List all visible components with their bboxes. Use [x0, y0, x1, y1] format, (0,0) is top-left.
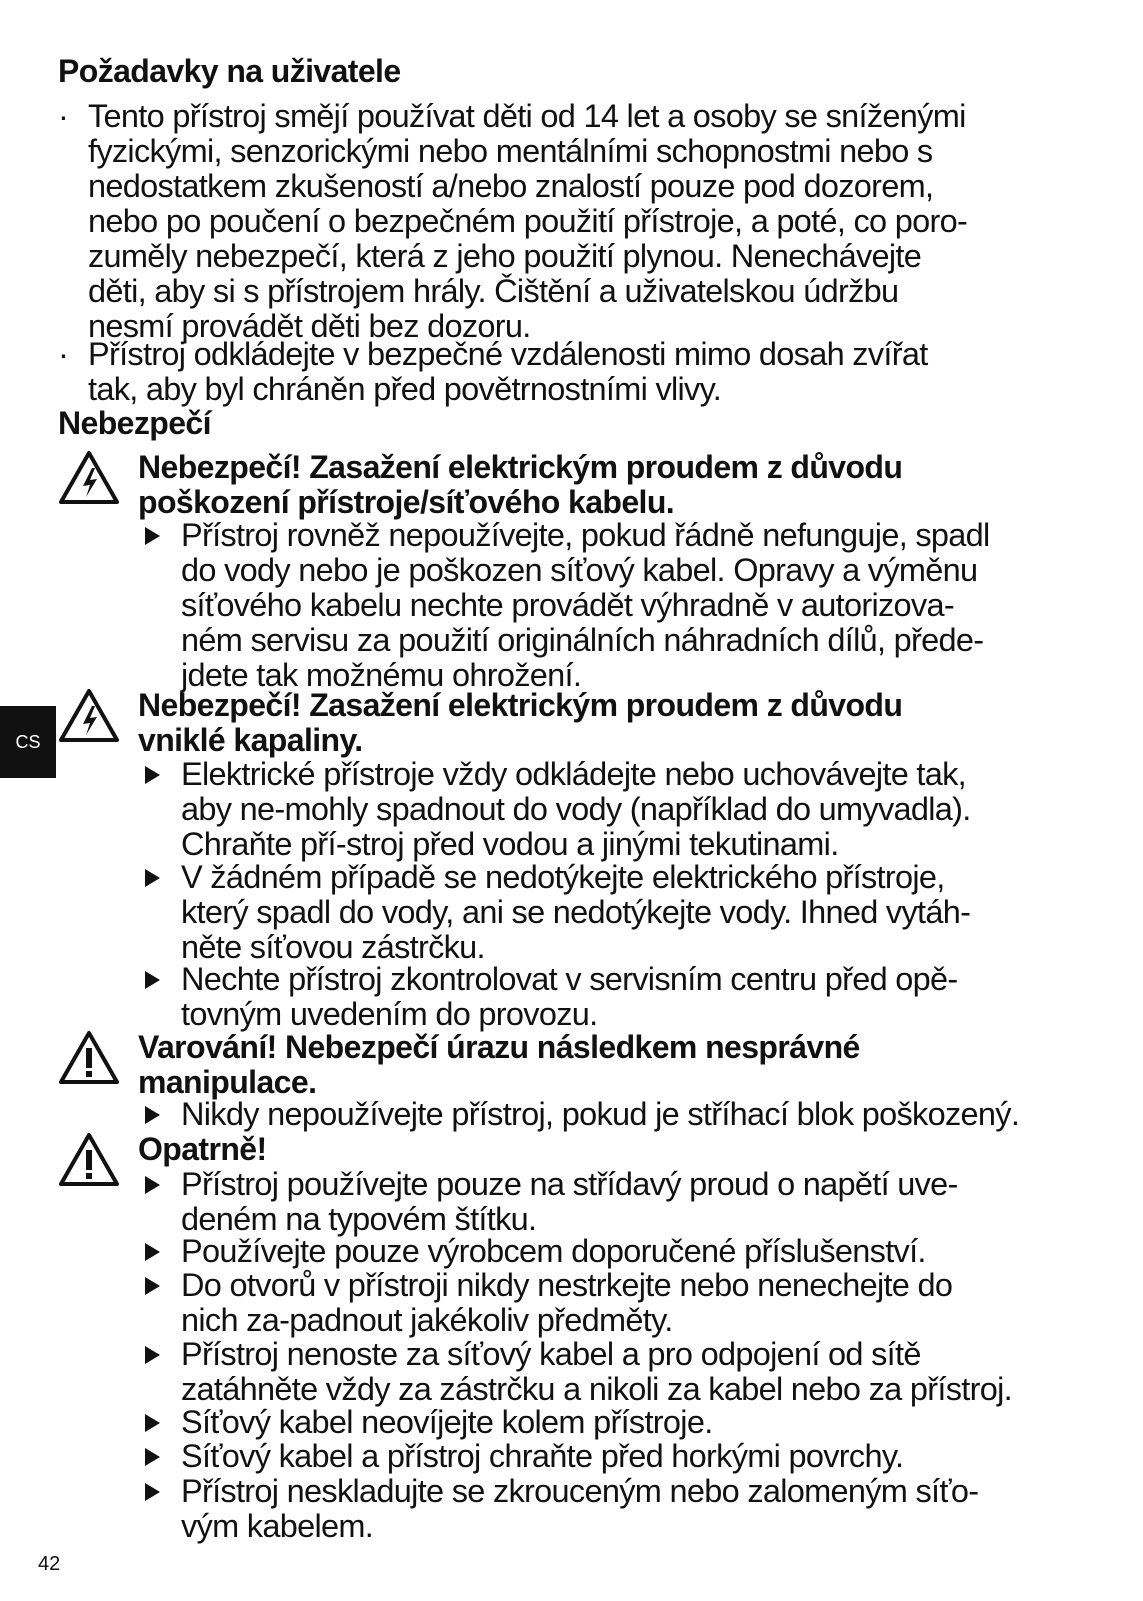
arrow-bullet-icon [145, 1106, 160, 1124]
exclamation-warning-icon [58, 1030, 120, 1086]
electric-hazard-icon [58, 688, 120, 744]
arrow-bullet-icon [145, 1483, 160, 1501]
list-item: Do otvorů v přístroji nikdy nestrkejte nebo nenechejte do nich za-padnout jakékoliv předměty. [145, 1268, 1105, 1338]
arrow-bullet-icon [145, 1414, 160, 1432]
arrow-bullet-icon [145, 527, 160, 545]
page-number: 42 [38, 1553, 61, 1575]
list-item: Síťový kabel neovíjejte kolem přístroje. [145, 1405, 1105, 1440]
list-item: Přístroj rovněž nepoužívejte, pokud řádně nefunguje, spadl do vody nebo je poškozen síťový kabel. Opravy a výměnu síťového kabelu nechte provádět výhradně v autorizova- ném servisu za použití originálních náhradních dílů, přede- jdete tak možnému ohrožení. [145, 518, 1105, 693]
arrow-bullet-icon [145, 1346, 160, 1364]
list-item: Nikdy nepoužívejte přístroj, pokud je stříhací blok poškozený. [145, 1097, 1105, 1132]
language-tab: CS [0, 706, 56, 778]
bullet-dot: · [58, 336, 69, 372]
list-item: Přístroj nenoste za síťový kabel a pro odpojení od sítě zatáhněte vždy za zástrčku a nikoli za kabel nebo za přístroj. [145, 1337, 1105, 1407]
arrow-bullet-icon [145, 1448, 160, 1466]
arrow-bullet-icon [145, 869, 160, 887]
bullet-dot: · [58, 98, 69, 134]
bullet-item-children: · Tento přístroj smějí používat děti od 14 let a osoby se sníženými fyzickými, senzorickými nebo mentálními schopnostmi nebo s nedostatkem zkušeností a/nebo znalostí pouze pod dozorem, nebo po poučení o bezpečném použití přístroje, a poté, co poro- zuměly nebezpečí, která z jeho použití plynou. Nenechávejte děti, aby si s přístrojem hrály. Čištění a uživatelskou údržbu nesmí provádět děti bez dozoru. [58, 98, 968, 344]
list-item: Přístroj používejte pouze na střídavý proud o napětí uve- deném na typovém štítku. [145, 1167, 1105, 1237]
manual-page: Požadavky na uživatele · Tento přístroj smějí používat děti od 14 let a osoby se sníženými fyzickými, senzorickými nebo mentálními schopnostmi nebo s nedostatkem zkušeností a/nebo znalostí pouze pod dozorem, nebo po poučení o bezpečném použití přístroje, a poté, co poro- zuměly nebezpečí, která z jeho použití plynou. Nenechávejte děti, aby si s přístrojem hrály. Čištění a uživatelskou údržbu nesmí provádět děti bez dozoru. · Přístroj odkládejte v bezpečné vzdálenosti mimo dosah zvířat tak, aby byl chráněn před povětrnostními vlivy. Nebezpečí Nebezpečí! Zasažení elektrickým proudem z důvodu poškození přístroje/síťového kabelu. Přístroj rovněž nepoužívejte, pokud řádně nefunguje, spadl do vody nebo je poškozen síťový kabel. Opravy a výměnu síťového kabelu nechte provádět výhradně v autorizova- ném servisu za použití originálních náhradních dílů, přede- jdete tak možnému ohrožení. Nebezpečí! Zasažení elektrickým proudem z důvodu vniklé kapaliny. Elektrické přístroje vždy odkládejte nebo uchovávejte tak, aby ne-mohly spadnout do vody (například do umyvadla). Chraňte pří-stroj před vodou a jinými tekutinami. V žádném případě se nedotýkejte elektrického přístroje, který spadl do vody, ani se nedotýkejte vody. Ihned vytáh- něte síťovou zástrčku. Nechte přístroj zkontrolovat v servisním centru před opě- tovným uvedením do provozu. Varování! Nebezpečí úrazu následkem nesprávné manipulace. Nikdy nepoužívejte přístroj, pokud je stříhací blok poškozený. Opatrně! Přístroj používejte pouze na střídavý proud o napětí uve- deném na typovém štítku. Používejte pouze výrobcem doporučené příslušenství. Do otvorů v přístroji nikdy nestrkejte nebo nenechejte do nich za-padnout jakékoliv předměty. Přístroj nenoste za síťový kabel a pro odpojení od sítě zatáhněte vždy za zástrčku a nikoli za kabel nebo za přístroj. Síťový kabel neovíjejte kolem přístroje. Síťový kabel a přístroj chraňte před horkými povrchy. Přístroj neskladujte se zkrouceným nebo zalomeným síťo- vým kabelem. CS 42 [0, 0, 1143, 1601]
arrow-bullet-icon [145, 1277, 160, 1295]
arrow-bullet-icon [145, 1243, 160, 1261]
list-item: Síťový kabel a přístroj chraňte před horkými povrchy. [145, 1439, 1105, 1474]
list-item: Nechte přístroj zkontrolovat v servisním centru před opě- tovným uvedením do provozu. [145, 962, 1105, 1032]
list-item: Používejte pouze výrobcem doporučené příslušenství. [145, 1234, 1105, 1269]
heading-danger: Nebezpečí [58, 405, 211, 441]
list-item: Elektrické přístroje vždy odkládejte nebo uchovávejte tak, aby ne-mohly spadnout do vody (například do umyvadla). Chraňte pří-stroj před vodou a jinými tekutinami. [145, 757, 1105, 862]
list-item: Přístroj neskladujte se zkrouceným nebo zalomeným síťo- vým kabelem. [145, 1474, 1105, 1544]
exclamation-warning-icon [58, 1132, 120, 1188]
arrow-bullet-icon [145, 766, 160, 784]
list-item: V žádném případě se nedotýkejte elektrického přístroje, který spadl do vody, ani se nedotýkejte vody. Ihned vytáh- něte síťovou zástrčku. [145, 860, 1105, 965]
arrow-bullet-icon [145, 971, 160, 989]
arrow-bullet-icon [145, 1176, 160, 1194]
heading-user-requirements: Požadavky na uživatele [58, 53, 401, 89]
electric-hazard-icon [58, 450, 120, 506]
bullet-item-animals: · Přístroj odkládejte v bezpečné vzdálenosti mimo dosah zvířat tak, aby byl chráněn před povětrnostními vlivy. [58, 336, 928, 407]
